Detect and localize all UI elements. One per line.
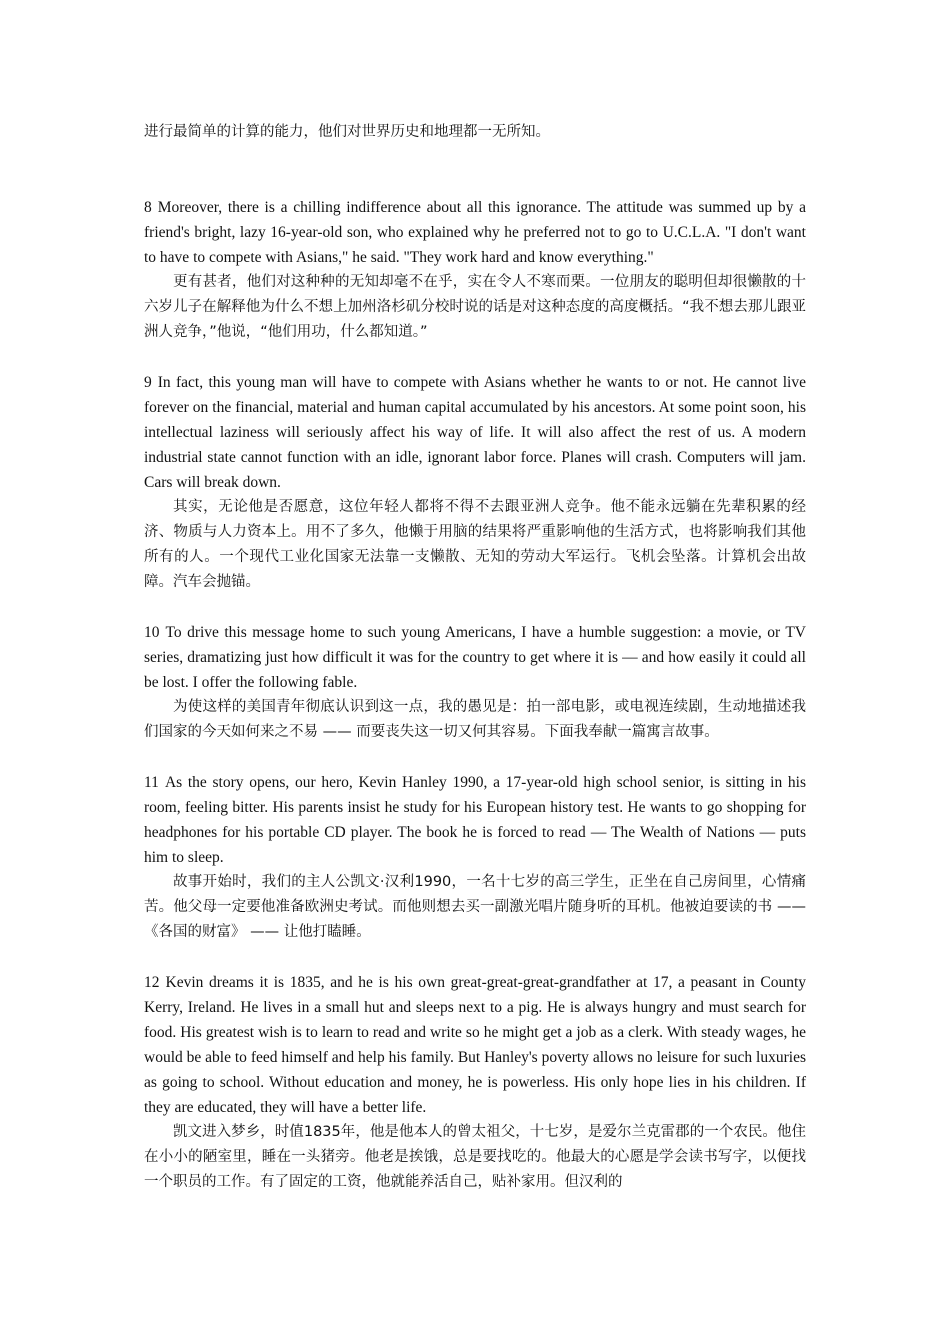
paragraph-number: 12 [144,974,160,991]
paragraph-12-en [144,970,806,1120]
paragraph-8-zh: 更有甚者，他们对这种种的无知却毫不在乎，实在令人不寒而栗。一位朋友的聪明但却很懒散的十六岁儿子在解释他为什么不想上加州洛杉矶分校时说的话是对这种态度的高度概括。“我不想去那儿跟亚洲人竞争，”他说，“他们用功，什么都知道。” [144,274,806,340]
intro-zh: 进行最简单的计算的能力，他们对世界历史和地理都一无所知。 [144,124,550,140]
paragraph-text-en: To drive this message home to such young Americans, I have a humble suggestion: a movie, or TV series, dramatizing just how difficult it was for the country to get where it is — and how easily it could all be lost. I offer the following fable. [144,624,806,691]
paragraph-text-en: Moreover, there is a chilling indifference about all this ignorance. The attitude was summed up by a friend's bright, lazy 16-year-old son, who explained why he preferred not to go to U.C.L.A. "I don't want to have to compete with Asians," he said. "They work hard and know everything." [144,199,806,266]
paragraph-8-en [144,195,806,270]
paragraph-9 [144,370,806,595]
paragraph-10-en [144,620,806,695]
spacer [144,945,806,970]
paragraph-text-en: Kevin dreams it is 1835, and he is his own great-great-great-grandfather at 17, a peasant in County Kerry, Ireland. He lives in a small hut and sleeps next to a pig. He is always hungry and must search for food. His greatest wish is to learn to read and write so he might get a job as a clerk. With steady wages, he would be able to feed himself and help his family. But Hanley's poverty allows no leisure for such luxuries as going to school. Without education and money, he is powerless. His only hope lies in his children. If they are educated, they will have a better life. [144,974,806,1116]
paragraph-9-zh: 其实，无论他是否愿意，这位年轻人都将不得不去跟亚洲人竞争。他不能永远躺在先辈积累的经济、物质与人力资本上。用不了多久，他懒于用脑的结果将严重影响他的生活方式，也将影响我们其他所有的人。一个现代工业化国家无法靠一支懒散、无知的劳动大军运行。飞机会坠落。计算机会出故障。汽车会抛锚。 [144,499,806,590]
paragraph-number: 8 [144,199,152,216]
paragraph-text-en: In fact, this young man will have to compete with Asians whether he wants to or not. He cannot live forever on the financial, material and human capital accumulated by his ancestors. At some point soon, his intellectual laziness will seriously affect his way of life. It will also affect the rest of us. A modern industrial state cannot function with an idle, ignorant labor force. Planes will crash. Computers will jam. Cars will break down. [144,374,806,491]
paragraph-number: 9 [144,374,152,391]
paragraph-11 [144,770,806,945]
spacer [144,145,806,195]
paragraph-12 [144,970,806,1195]
paragraph-11-en [144,770,806,870]
paragraph-8 [144,195,806,345]
paragraph-10-zh: 为使这样的美国青年彻底认识到这一点，我的愚见是：拍一部电影，或电视连续剧，生动地描述我们国家的今天如何来之不易 —— 而要丧失这一切又何其容易。下面我奉献一篇寓言故事。 [144,699,806,740]
paragraph-number: 11 [144,774,159,791]
paragraph-12-zh: 凯文进入梦乡，时值1835年，他是他本人的曾太祖父，十七岁，是爱尔兰克雷郡的一个农民。他住在小小的陋室里，睡在一头猪旁。他老是挨饿，总是要找吃的。他最大的心愿是学会读书写字，以便找一个职员的工作。有了固定的工资，他就能养活自己，贴补家用。但汉利的 [144,1124,806,1190]
document-page [144,120,806,1195]
paragraph-9-en [144,370,806,495]
paragraph-text-en: As the story opens, our hero, Kevin Hanley 1990, a 17-year-old high school senior, is sitting in his room, feeling bitter. His parents insist he study for his European history test. He wants to go shopping for headphones for his portable CD player. The book he is forced to read — The Wealth of Nations — puts him to sleep. [144,774,806,866]
paragraph-10 [144,620,806,745]
spacer [144,345,806,370]
spacer [144,745,806,770]
paragraph-number: 10 [144,624,160,641]
paragraph-11-zh: 故事开始时，我们的主人公凯文·汉利1990，一名十七岁的高三学生，正坐在自己房间里，心情痛苦。他父母一定要他准备欧洲史考试。而他则想去买一副激光唱片随身听的耳机。他被迫要读的书 —— 《各国的财富》 —— 让他打瞌睡。 [144,874,806,940]
spacer [144,595,806,620]
